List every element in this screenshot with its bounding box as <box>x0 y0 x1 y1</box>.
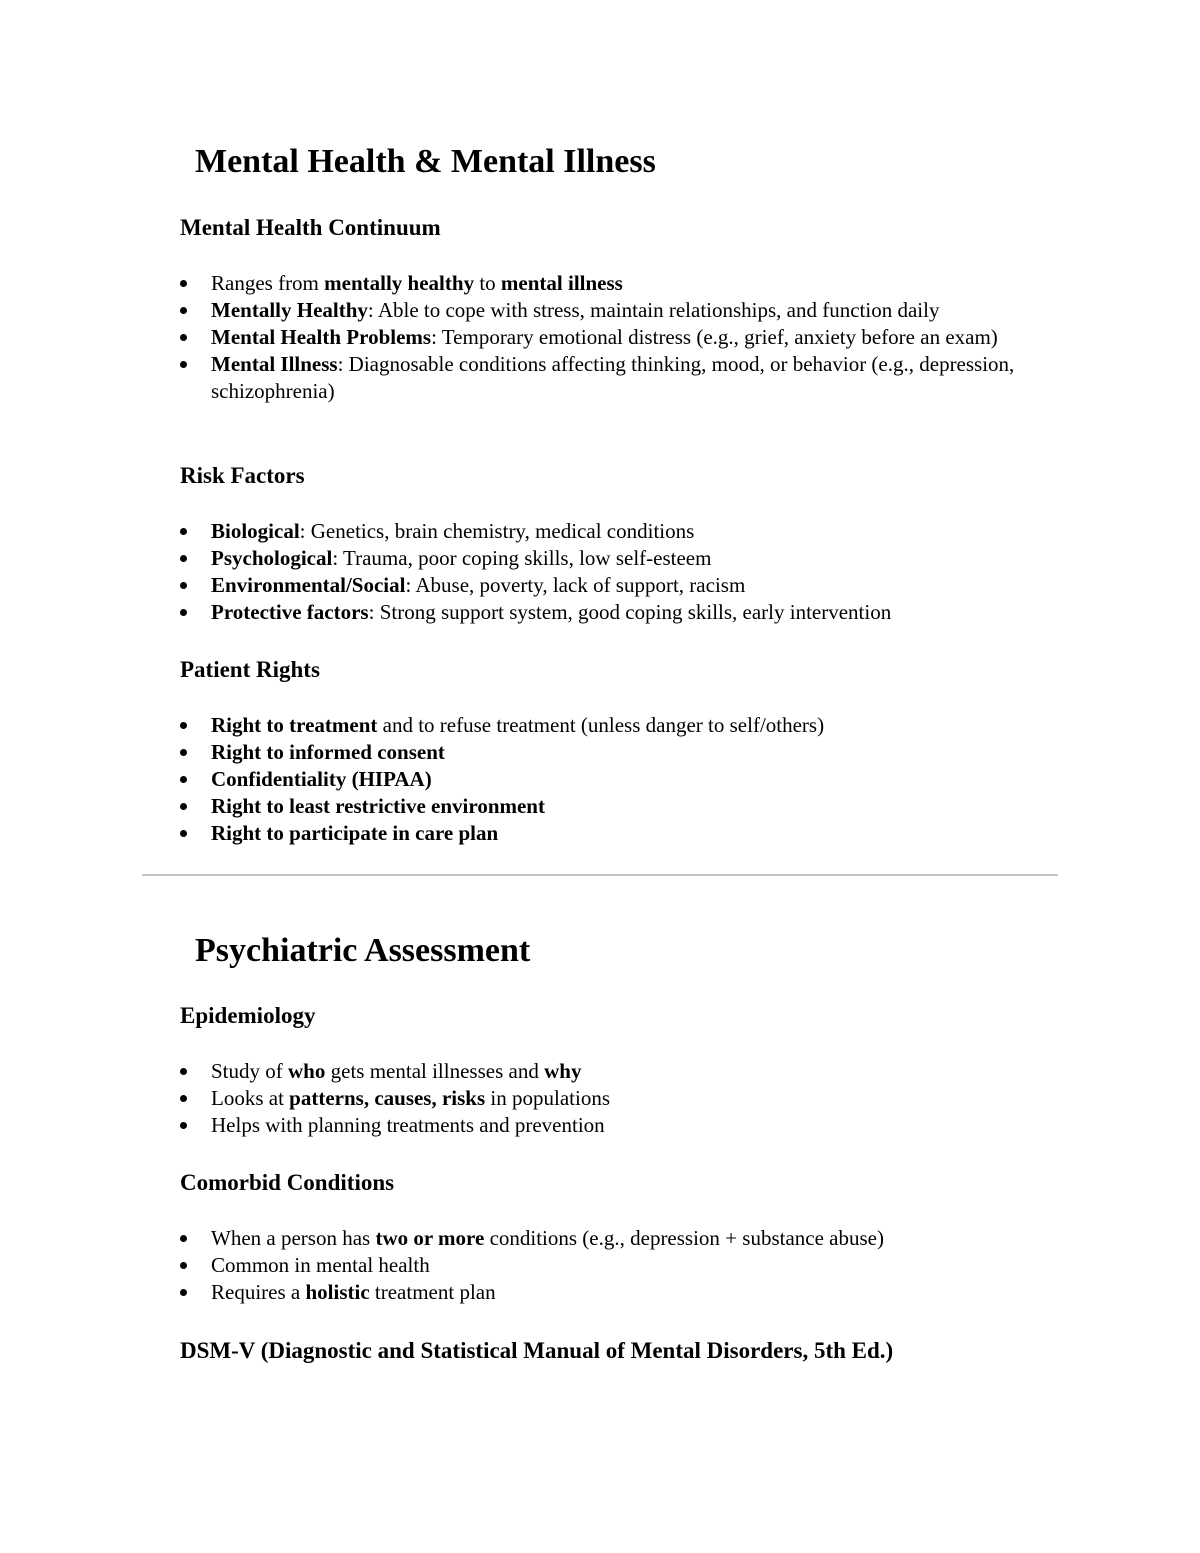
list-item: Right to treatment and to refuse treatment (unless danger to self/others) <box>180 712 1060 739</box>
list-item: Study of who gets mental illnesses and why <box>180 1058 1060 1085</box>
comorbid-list <box>180 1225 1060 1306</box>
list-item: Right to participate in care plan <box>180 820 1060 847</box>
patient-rights-list <box>180 712 1060 847</box>
list-item: Mental Illness: Diagnosable conditions affecting thinking, mood, or behavior (e.g., depression, schizophrenia) <box>180 351 1060 405</box>
list-item: Biological: Genetics, brain chemistry, medical conditions <box>180 518 1060 545</box>
list-item: Helps with planning treatments and prevention <box>180 1112 1060 1139</box>
heading-epidemiology: Epidemiology <box>180 1003 316 1028</box>
list-item: Confidentiality (HIPAA) <box>180 766 1060 793</box>
list-item: Common in mental health <box>180 1252 1060 1279</box>
heading-dsm-v: DSM-V (Diagnostic and Statistical Manual of Mental Disorders, 5th Ed.) <box>180 1338 894 1363</box>
heading-patient-rights: Patient Rights <box>180 657 320 682</box>
list-item: Requires a holistic treatment plan <box>180 1279 1060 1306</box>
epidemiology-list <box>180 1058 1060 1139</box>
section-divider <box>142 874 1058 876</box>
heading-mental-health-continuum: Mental Health Continuum <box>180 215 441 240</box>
list-item: Right to least restrictive environment <box>180 793 1060 820</box>
risk-factors-list <box>180 518 1060 626</box>
list-item: Mentally Healthy: Able to cope with stress, maintain relationships, and function daily <box>180 297 1060 324</box>
list-item: Protective factors: Strong support system, good coping skills, early intervention <box>180 599 1060 626</box>
heading-risk-factors: Risk Factors <box>180 463 305 488</box>
list-item: Environmental/Social: Abuse, poverty, lack of support, racism <box>180 572 1060 599</box>
list-item: Ranges from mentally healthy to mental illness <box>180 270 1060 297</box>
list-item: When a person has two or more conditions (e.g., depression + substance abuse) <box>180 1225 1060 1252</box>
continuum-list <box>180 270 1060 405</box>
list-item: Looks at patterns, causes, risks in populations <box>180 1085 1060 1112</box>
section-title-mental-health: Mental Health & Mental Illness <box>195 143 656 180</box>
list-item: Psychological: Trauma, poor coping skills, low self-esteem <box>180 545 1060 572</box>
list-item: Mental Health Problems: Temporary emotional distress (e.g., grief, anxiety before an exam) <box>180 324 1060 351</box>
heading-comorbid-conditions: Comorbid Conditions <box>180 1170 395 1195</box>
section-title-psychiatric-assessment: Psychiatric Assessment <box>195 932 531 969</box>
list-item: Right to informed consent <box>180 739 1060 766</box>
